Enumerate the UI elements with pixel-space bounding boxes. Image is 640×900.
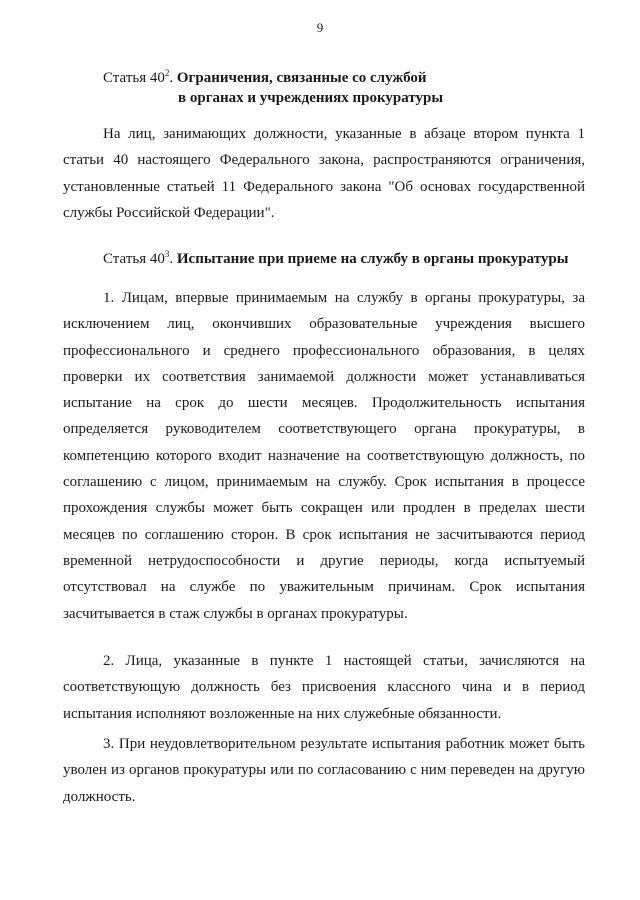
article-40-2-heading	[103, 63, 443, 108]
article-label-suffix: .	[169, 251, 174, 267]
article-40-3-paragraph-1: 1. Лицам, впервые принимаемым на службу в органы прокуратуры, за исключением лиц, окончивших образовательные учреждения высшего профессионального и среднего профессионального образования, в целях проверки их соответствия занимаемой должности может устанавливаться испытание на срок до шести месяцев. Продолжительность испытания определяется руководителем соответствующего органа прокуратуры, в компетенцию которого входит назначение на соответствующую должность, по соглашению с лицом, принимаемым на службу. Срок испытания в процессе прохождения службы может быть сокращен или продлен в пределах шести месяцев по соглашению сторон. В срок испытания не засчитываются период временной нетрудоспособности и другие периоды, когда испытуемый отсутствовал на службе по уважительным причинам. Срок испытания засчитывается в стаж службы в органах прокуратуры.	[63, 290, 585, 622]
page-number: 9	[316, 20, 324, 35]
article-title-line1: Ограничения, связанные со службой	[176, 70, 427, 86]
article-label: Статья 40	[103, 70, 165, 86]
article-40-3-heading	[103, 244, 568, 269]
article-label: Статья 40	[103, 251, 165, 267]
article-title: Испытание при приеме на службу в органы прокуратуры	[176, 251, 569, 267]
article-label-suffix: .	[169, 70, 174, 86]
article-superscript: 3	[164, 249, 170, 259]
article-superscript: 2	[164, 68, 170, 78]
article-40-3-paragraph-3: 3. При неудовлетворительном результате испытания работник может быть уволен из органов прокуратуры или по согласованию с ним переведен на другую должность.	[63, 736, 585, 805]
article-title-line2: в органах и учреждениях прокуратуры	[178, 90, 444, 106]
article-40-2-paragraph: На лиц, занимающих должности, указанные в абзаце втором пункта 1 статьи 40 настоящего Федерального закона, распространяются ограничения, установленные статьей 11 Федерального закона "Об основах государственной службы Российской Федерации".	[63, 126, 585, 221]
article-40-3-paragraph-2: 2. Лица, указанные в пункте 1 настоящей статьи, зачисляются на соответствующую должность без присвоения классного чина и в период испытания исполняют возложенные на них служебные обязанности.	[63, 653, 585, 722]
